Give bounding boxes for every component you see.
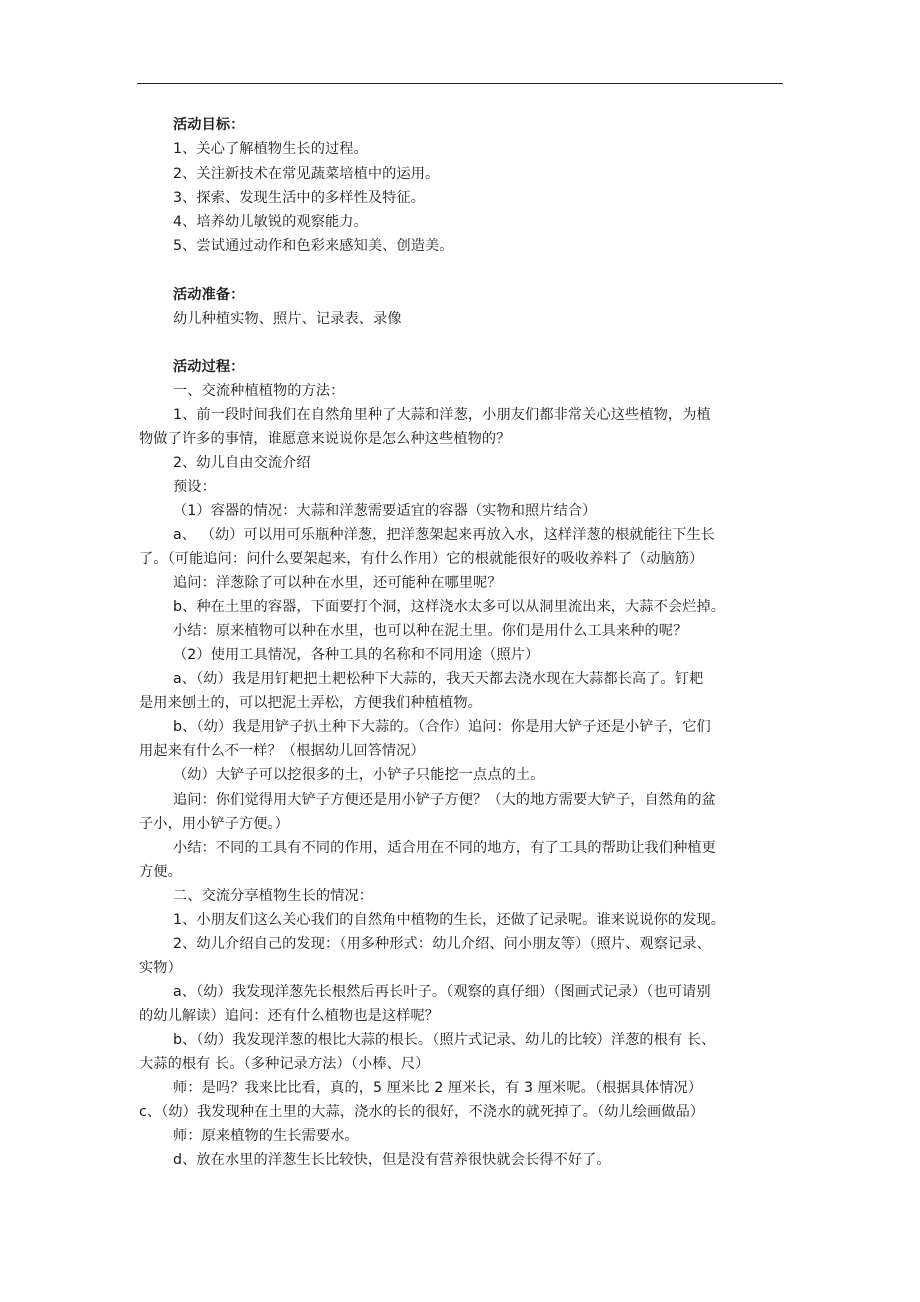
paragraph-line: 师：原来植物的生长需要水。 (173, 1128, 359, 1144)
paragraph-line: 追问：洋葱除了可以种在水里，还可能种在哪里呢？ (173, 575, 502, 591)
paragraph-line: 用起来有什么不一样？（根据幼儿回答情况） (139, 743, 425, 759)
paragraph-line: c、（幼）我发现种在土里的大蒜，浇水的长的很好，不浇水的就死掉了。（幼儿绘画做品） (139, 1104, 705, 1120)
goals-heading: 活动目标： (173, 117, 245, 133)
paragraph-line: b、（幼）我发现洋葱的根比大蒜的根长。（照片式记录、幼儿的比较）洋葱的根有 长、 (173, 1032, 716, 1048)
process-heading: 活动过程： (173, 359, 245, 375)
paragraph-line: a、（幼）我发现洋葱先长根然后再长叶子。（观察的真仔细）（图画式记录）（也可请别 (173, 984, 711, 1000)
paragraph-line: 是用来刨土的，可以把泥土弄松，方便我们种植植物。 (139, 695, 482, 711)
paragraph-line: （2）使用工具情况，各种工具的名称和不同用途（照片） (173, 647, 540, 663)
paragraph-line: 小结：不同的工具有不同的作用，适合用在不同的地方，有了工具的帮助让我们种植更 (173, 840, 716, 856)
goal-item: 3、探索、发现生活中的多样性及特征。 (173, 190, 426, 206)
paragraph-line: 2、幼儿自由交流介绍 (173, 455, 311, 471)
paragraph-line: 物做了许多的事情，谁愿意来说说你是怎么种这些植物的？ (139, 431, 511, 447)
paragraph-line: 了。（可能追问：问什么要架起来，有什么作用）它的根就能很好的吸收养料了（动脑筋） (139, 551, 704, 567)
paragraph-line: 大蒜的根有 长。（多种记录方法）（小棒、尺） (139, 1056, 430, 1072)
goal-item: 1、关心了解植物生长的过程。 (173, 141, 368, 157)
paragraph-line: （幼）大铲子可以挖很多的土，小铲子只能挖一点点的土。 (173, 767, 545, 783)
paragraph-line: 方便。 (139, 864, 182, 880)
header-rule (137, 83, 783, 84)
paragraph-line: b、种在土里的容器，下面要打个洞，这样浇水太多可以从洞里流出来，大蒜不会烂掉。 (173, 599, 726, 615)
paragraph-line: 预设： (173, 479, 216, 495)
goal-item: 2、关注新技术在常见蔬菜培植中的运用。 (173, 166, 440, 182)
paragraph-line: 1、小朋友们这么关心我们的自然角中植物的生长，还做了记录呢。谁来说说你的发现。 (173, 912, 726, 928)
paragraph-line: 1、前一段时间我们在自然角里种了大蒜和洋葱，小朋友们都非常关心这些植物，为植 (173, 407, 711, 423)
paragraph-line: （1）容器的情况：大蒜和洋葱需要适宜的容器（实物和照片结合） (173, 503, 597, 519)
paragraph-line: b、（幼）我是用铲子扒土种下大蒜的。（合作）追问：你是用大铲子还是小铲子，它们 (173, 719, 711, 735)
paragraph-line: 小结：原来植物可以种在水里，也可以种在泥土里。你们是用什么工具来种的呢？ (173, 623, 688, 639)
paragraph-line: 子小，用小铲子方便。） (139, 816, 290, 832)
paragraph-line: 2、幼儿介绍自己的发现：（用多种形式：幼儿介绍、问小朋友等）（照片、观察记录、 (173, 936, 711, 952)
prep-heading: 活动准备： (173, 287, 245, 303)
paragraph-line: a、 （幼）可以用可乐瓶种洋葱，把洋葱架起来再放入水，这样洋葱的根就能往下生长 (173, 527, 716, 543)
section-title: 二、交流分享植物生长的情况： (173, 888, 374, 904)
paragraph-line: 师：是吗？我来比比看，真的，5 厘米比 2 厘米长，有 3 厘米呢。（根据具体情况） (173, 1080, 703, 1096)
prep-text: 幼儿种植实物、照片、记录表、录像 (173, 311, 402, 327)
paragraph-line: a、（幼）我是用钉耙把土耙松种下大蒜的，我天天都去浇水现在大蒜都长高了。钉耙 (173, 671, 704, 687)
goal-item: 4、培养幼儿敏锐的观察能力。 (173, 214, 368, 230)
paragraph-line: d、放在水里的洋葱生长比较快，但是没有营养很快就会长得不好了。 (173, 1152, 611, 1168)
section-title: 一、交流种植植物的方法： (173, 383, 345, 399)
paragraph-line: 的幼儿解读）追问：还有什么植物也是这样呢？ (139, 1008, 440, 1024)
paragraph-line: 实物） (139, 960, 182, 976)
goal-item: 5、尝试通过动作和色彩来感知美、创造美。 (173, 238, 454, 254)
paragraph-line: 追问：你们觉得用大铲子方便还是用小铲子方便？（大的地方需要大铲子，自然角的盆 (173, 792, 716, 808)
